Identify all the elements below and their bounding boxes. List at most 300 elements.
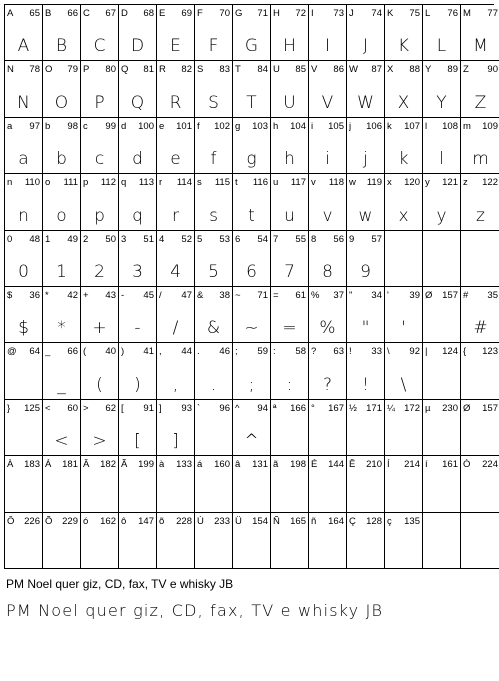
glyph-char: I <box>311 8 314 19</box>
glyph-cell <box>461 287 499 343</box>
glyph-preview: ) <box>134 374 141 395</box>
glyph-label <box>197 8 230 19</box>
glyph-code: 224 <box>482 459 498 471</box>
glyph-code: 36 <box>29 290 40 301</box>
glyph-code: 58 <box>295 346 306 358</box>
glyph-char: â <box>235 459 241 471</box>
glyph-code: 119 <box>366 177 382 189</box>
glyph-cell <box>195 513 233 569</box>
glyph-label <box>387 516 420 527</box>
glyph-code: 124 <box>442 346 458 358</box>
glyph-code: 125 <box>24 402 40 414</box>
glyph-char: ô <box>121 515 127 527</box>
glyph-preview: 2 <box>94 261 105 282</box>
glyph-cell <box>195 174 233 230</box>
glyph-preview <box>81 485 118 511</box>
glyph-label <box>235 459 268 470</box>
glyph-preview <box>423 428 460 454</box>
glyph-label <box>83 121 116 132</box>
glyph-preview <box>43 485 80 511</box>
glyph-char: f <box>197 120 200 132</box>
glyph-cell <box>347 5 385 61</box>
glyph-label <box>197 346 230 357</box>
glyph-char: À <box>7 459 14 471</box>
glyph-char: ] <box>159 402 162 414</box>
glyph-preview: 5 <box>208 261 219 282</box>
glyph-cell <box>423 5 461 61</box>
sample-text-label: PM Noel quer giz, CD, fax, TV e whisky JB <box>6 577 234 591</box>
glyph-cell <box>119 456 157 512</box>
glyph-preview: > <box>92 431 107 452</box>
glyph-char: 0 <box>7 233 13 245</box>
grid-row <box>5 5 498 61</box>
glyph-preview: - <box>134 318 141 339</box>
glyph-char: O <box>45 64 53 76</box>
glyph-preview: ~ <box>244 318 259 339</box>
glyph-char: µ <box>425 402 431 414</box>
glyph-cell <box>233 287 271 343</box>
glyph-char: ã <box>273 459 279 471</box>
glyph-code: 94 <box>257 402 268 414</box>
glyph-preview: d <box>132 149 143 170</box>
glyph-label <box>463 121 498 132</box>
glyph-char: = <box>273 290 279 301</box>
glyph-char: Z <box>463 64 469 76</box>
glyph-code: 54 <box>257 233 268 245</box>
glyph-code: 214 <box>404 459 420 471</box>
glyph-cell <box>309 287 347 343</box>
glyph-cell <box>81 174 119 230</box>
glyph-preview <box>309 541 346 567</box>
glyph-char: 9 <box>349 233 355 245</box>
glyph-cell <box>461 118 499 174</box>
glyph-cell <box>423 174 461 230</box>
glyph-label <box>7 8 40 19</box>
glyph-cell <box>5 456 43 512</box>
glyph-code: 228 <box>176 515 192 527</box>
glyph-label <box>197 177 230 188</box>
glyph-preview: a <box>18 149 29 170</box>
glyph-code: 66 <box>67 8 78 19</box>
glyph-label <box>197 64 230 75</box>
glyph-preview: f <box>210 149 217 170</box>
glyph-cell <box>271 118 309 174</box>
glyph-code: 104 <box>290 120 306 132</box>
glyph-char: 5 <box>197 233 203 245</box>
glyph-cell <box>385 174 423 230</box>
glyph-code: 91 <box>143 402 154 414</box>
glyph-cell <box>347 287 385 343</box>
glyph-preview <box>5 428 42 454</box>
glyph-preview: Z <box>474 92 487 113</box>
glyph-code: 59 <box>257 346 268 358</box>
glyph-code: 96 <box>219 402 230 414</box>
glyph-label <box>349 346 382 357</box>
glyph-code: 42 <box>67 290 78 301</box>
glyph-code: 72 <box>295 8 306 19</box>
glyph-preview: v <box>322 205 333 226</box>
glyph-preview: % <box>319 318 336 339</box>
glyph-preview: R <box>169 92 182 113</box>
glyph-cell <box>81 287 119 343</box>
glyph-code: 181 <box>62 459 78 471</box>
glyph-preview <box>157 541 194 567</box>
glyph-char: P <box>83 64 90 76</box>
glyph-cell <box>347 231 385 287</box>
glyph-cell <box>461 343 499 399</box>
glyph-preview: ^ <box>244 431 259 452</box>
glyph-code: 199 <box>138 459 154 471</box>
glyph-preview: x <box>398 205 409 226</box>
glyph-code: 121 <box>442 177 458 189</box>
glyph-preview: * <box>57 318 66 339</box>
glyph-cell <box>195 61 233 117</box>
glyph-preview <box>5 485 42 511</box>
glyph-code: 116 <box>252 177 268 189</box>
glyph-char: p <box>83 177 89 189</box>
glyph-preview: S <box>208 92 219 113</box>
glyph-preview: o <box>56 205 67 226</box>
glyph-label <box>463 234 498 245</box>
glyph-code: 70 <box>219 8 230 19</box>
glyph-cell <box>43 5 81 61</box>
glyph-label <box>45 290 78 301</box>
glyph-label <box>83 234 116 245</box>
glyph-preview: c <box>94 149 105 170</box>
glyph-cell <box>43 231 81 287</box>
glyph-cell <box>81 513 119 569</box>
glyph-char: + <box>83 290 89 301</box>
glyph-char: , <box>159 346 162 358</box>
glyph-preview: N <box>17 92 30 113</box>
glyph-label <box>311 403 344 414</box>
glyph-preview: V <box>321 92 334 113</box>
glyph-char: x <box>387 177 392 189</box>
glyph-preview <box>233 541 270 567</box>
glyph-label <box>425 403 458 414</box>
glyph-char: [ <box>121 402 124 414</box>
glyph-cell <box>195 400 233 456</box>
glyph-preview: k <box>398 149 409 170</box>
glyph-preview: E <box>170 36 181 57</box>
glyph-cell <box>233 513 271 569</box>
glyph-char: e <box>159 120 165 132</box>
glyph-preview <box>233 485 270 511</box>
glyph-code: 65 <box>29 8 40 19</box>
glyph-preview <box>195 541 232 567</box>
glyph-label <box>159 290 192 301</box>
glyph-label <box>349 516 382 527</box>
glyph-code: 128 <box>366 515 382 527</box>
glyph-label <box>7 459 40 470</box>
glyph-cell <box>157 400 195 456</box>
glyph-char: Q <box>121 64 129 76</box>
glyph-preview: P <box>94 92 105 113</box>
glyph-code: 198 <box>290 459 306 471</box>
glyph-preview: $ <box>18 318 29 339</box>
glyph-preview: s <box>209 205 218 226</box>
glyph-label <box>311 459 344 470</box>
glyph-cell <box>423 400 461 456</box>
glyph-label <box>311 64 344 75</box>
glyph-char: í <box>425 459 428 471</box>
glyph-code: 135 <box>404 515 420 527</box>
glyph-preview <box>461 372 499 398</box>
glyph-cell <box>119 5 157 61</box>
glyph-char: T <box>235 64 241 76</box>
glyph-char: m <box>463 120 471 132</box>
glyph-code: 73 <box>333 8 344 19</box>
glyph-label <box>273 121 306 132</box>
glyph-label <box>235 516 268 527</box>
glyph-char: á <box>197 459 203 471</box>
glyph-char: $ <box>7 290 13 301</box>
glyph-char: Õ <box>45 515 53 527</box>
glyph-cell <box>5 231 43 287</box>
glyph-preview <box>423 259 460 285</box>
glyph-label <box>159 346 192 357</box>
glyph-cell <box>347 174 385 230</box>
glyph-label <box>197 121 230 132</box>
glyph-char: S <box>197 64 204 76</box>
glyph-preview: e <box>170 149 181 170</box>
glyph-cell <box>461 513 499 569</box>
glyph-code: 80 <box>105 64 116 76</box>
glyph-label <box>159 516 192 527</box>
glyph-cell <box>271 174 309 230</box>
glyph-label <box>121 346 154 357</box>
glyph-preview: m <box>472 149 489 170</box>
glyph-label <box>7 403 40 414</box>
glyph-label <box>121 459 154 470</box>
glyph-char: k <box>387 120 392 132</box>
glyph-label <box>349 459 382 470</box>
glyph-preview: < <box>54 431 69 452</box>
glyph-cell <box>233 456 271 512</box>
glyph-cell <box>5 513 43 569</box>
glyph-code: 107 <box>404 120 420 132</box>
glyph-label <box>121 290 154 301</box>
glyph-cell <box>309 5 347 61</box>
glyph-code: 62 <box>105 402 116 414</box>
glyph-preview: # <box>473 318 488 339</box>
glyph-label <box>387 8 420 19</box>
glyph-char: | <box>425 346 428 358</box>
glyph-label <box>425 346 458 357</box>
glyph-cell <box>461 5 499 61</box>
glyph-label <box>311 346 344 357</box>
glyph-cell <box>119 287 157 343</box>
glyph-char: X <box>387 64 394 76</box>
grid-row <box>5 231 495 287</box>
glyph-preview <box>461 485 499 511</box>
glyph-preview: : <box>286 374 293 395</box>
glyph-label <box>159 403 192 414</box>
glyph-preview: j <box>363 149 368 170</box>
grid-row <box>5 343 498 399</box>
glyph-preview <box>461 428 499 454</box>
glyph-label <box>7 234 40 245</box>
glyph-char: ! <box>349 346 352 358</box>
glyph-cell <box>385 118 423 174</box>
glyph-char: H <box>273 8 280 19</box>
glyph-code: 166 <box>290 402 306 414</box>
glyph-label <box>425 8 458 19</box>
glyph-preview: T <box>246 92 257 113</box>
glyph-code: 230 <box>442 402 458 414</box>
glyph-char: ; <box>235 346 238 358</box>
glyph-label <box>387 177 420 188</box>
glyph-char: K <box>387 8 394 19</box>
glyph-preview: b <box>56 149 67 170</box>
glyph-code: 86 <box>333 64 344 76</box>
glyph-code: 117 <box>290 177 306 189</box>
glyph-code: 77 <box>487 8 498 19</box>
glyph-preview: K <box>397 36 410 57</box>
glyph-cell <box>43 343 81 399</box>
glyph-char: n <box>7 177 13 189</box>
glyph-cell <box>43 287 81 343</box>
glyph-preview: F <box>208 36 219 57</box>
glyph-char: { <box>463 346 467 358</box>
glyph-char: E <box>159 8 166 19</box>
glyph-label <box>45 234 78 245</box>
glyph-code: 133 <box>176 459 192 471</box>
glyph-label <box>273 234 306 245</box>
glyph-preview <box>195 485 232 511</box>
glyph-preview: " <box>361 318 370 339</box>
glyph-preview <box>385 541 422 567</box>
glyph-preview: H <box>283 36 296 57</box>
glyph-preview <box>271 428 308 454</box>
glyph-code: 74 <box>371 8 382 19</box>
glyph-preview: U <box>283 92 296 113</box>
glyph-label <box>349 234 382 245</box>
glyph-code: 99 <box>105 120 116 132</box>
glyph-label <box>349 177 382 188</box>
glyph-code: 164 <box>328 515 344 527</box>
glyph-cell <box>157 5 195 61</box>
glyph-code: 90 <box>487 64 498 76</box>
glyph-preview <box>195 428 232 454</box>
glyph-label <box>425 234 458 245</box>
glyph-char: u <box>273 177 279 189</box>
glyph-char: ç <box>387 515 392 527</box>
glyph-preview: + <box>92 318 107 339</box>
glyph-cell <box>347 61 385 117</box>
glyph-preview: n <box>18 205 29 226</box>
glyph-cell <box>195 231 233 287</box>
glyph-preview <box>157 485 194 511</box>
glyph-char: - <box>121 290 125 301</box>
glyph-char: Ç <box>349 515 356 527</box>
glyph-preview <box>271 541 308 567</box>
glyph-char: 4 <box>159 233 165 245</box>
glyph-cell <box>271 231 309 287</box>
glyph-label <box>83 403 116 414</box>
glyph-code: 33 <box>371 346 382 358</box>
glyph-label <box>463 8 498 19</box>
glyph-code: 57 <box>371 233 382 245</box>
glyph-cell <box>5 343 43 399</box>
glyph-code: 172 <box>404 402 420 414</box>
glyph-code: 34 <box>371 290 382 301</box>
glyph-preview <box>385 428 422 454</box>
glyph-char: 2 <box>83 233 89 245</box>
glyph-label <box>7 516 40 527</box>
glyph-label <box>387 346 420 357</box>
glyph-cell <box>5 287 43 343</box>
glyph-cell <box>81 456 119 512</box>
glyph-cell <box>119 61 157 117</box>
glyph-char: ½ <box>349 402 357 414</box>
glyph-code: 69 <box>181 8 192 19</box>
glyph-cell <box>5 174 43 230</box>
glyph-char: D <box>121 8 128 19</box>
glyph-label <box>83 8 116 19</box>
glyph-code: 160 <box>214 459 230 471</box>
glyph-char: Ó <box>463 459 471 471</box>
glyph-char: % <box>311 290 320 301</box>
glyph-code: 113 <box>138 177 154 189</box>
glyph-char: 6 <box>235 233 241 245</box>
glyph-preview <box>461 541 499 567</box>
glyph-preview: . <box>210 374 217 395</box>
glyph-code: 226 <box>24 515 40 527</box>
glyph-cell <box>423 287 461 343</box>
glyph-preview: ; <box>248 374 255 395</box>
glyph-cell <box>347 456 385 512</box>
glyph-preview <box>461 259 499 285</box>
glyph-char: Y <box>425 64 432 76</box>
glyph-char: C <box>83 8 90 19</box>
glyph-preview: ! <box>362 374 369 395</box>
glyph-code: 102 <box>214 120 230 132</box>
glyph-label <box>311 121 344 132</box>
glyph-cell <box>347 118 385 174</box>
glyph-cell <box>309 174 347 230</box>
glyph-label <box>463 177 498 188</box>
glyph-char: N <box>7 64 14 76</box>
glyph-preview: 6 <box>246 261 257 282</box>
glyph-preview: & <box>206 318 221 339</box>
glyph-preview: t <box>248 205 255 226</box>
glyph-char: õ <box>159 515 165 527</box>
glyph-cell <box>81 343 119 399</box>
glyph-preview: = <box>282 318 297 339</box>
glyph-cell <box>385 287 423 343</box>
glyph-cell <box>271 343 309 399</box>
glyph-code: 40 <box>105 346 116 358</box>
glyph-code: 56 <box>333 233 344 245</box>
glyph-cell <box>347 400 385 456</box>
glyph-code: 171 <box>366 402 382 414</box>
glyph-char: Ø <box>425 290 433 301</box>
glyph-cell <box>195 5 233 61</box>
glyph-label <box>273 64 306 75</box>
glyph-label <box>311 234 344 245</box>
glyph-char: ª <box>273 402 277 414</box>
glyph-label <box>7 177 40 188</box>
glyph-code: 52 <box>181 233 192 245</box>
glyph-char: a <box>7 120 13 132</box>
glyph-code: 131 <box>252 459 268 471</box>
glyph-label <box>463 346 498 357</box>
glyph-code: 81 <box>143 64 154 76</box>
glyph-code: 109 <box>482 120 498 132</box>
glyph-code: 115 <box>214 177 230 189</box>
glyph-preview <box>385 259 422 285</box>
